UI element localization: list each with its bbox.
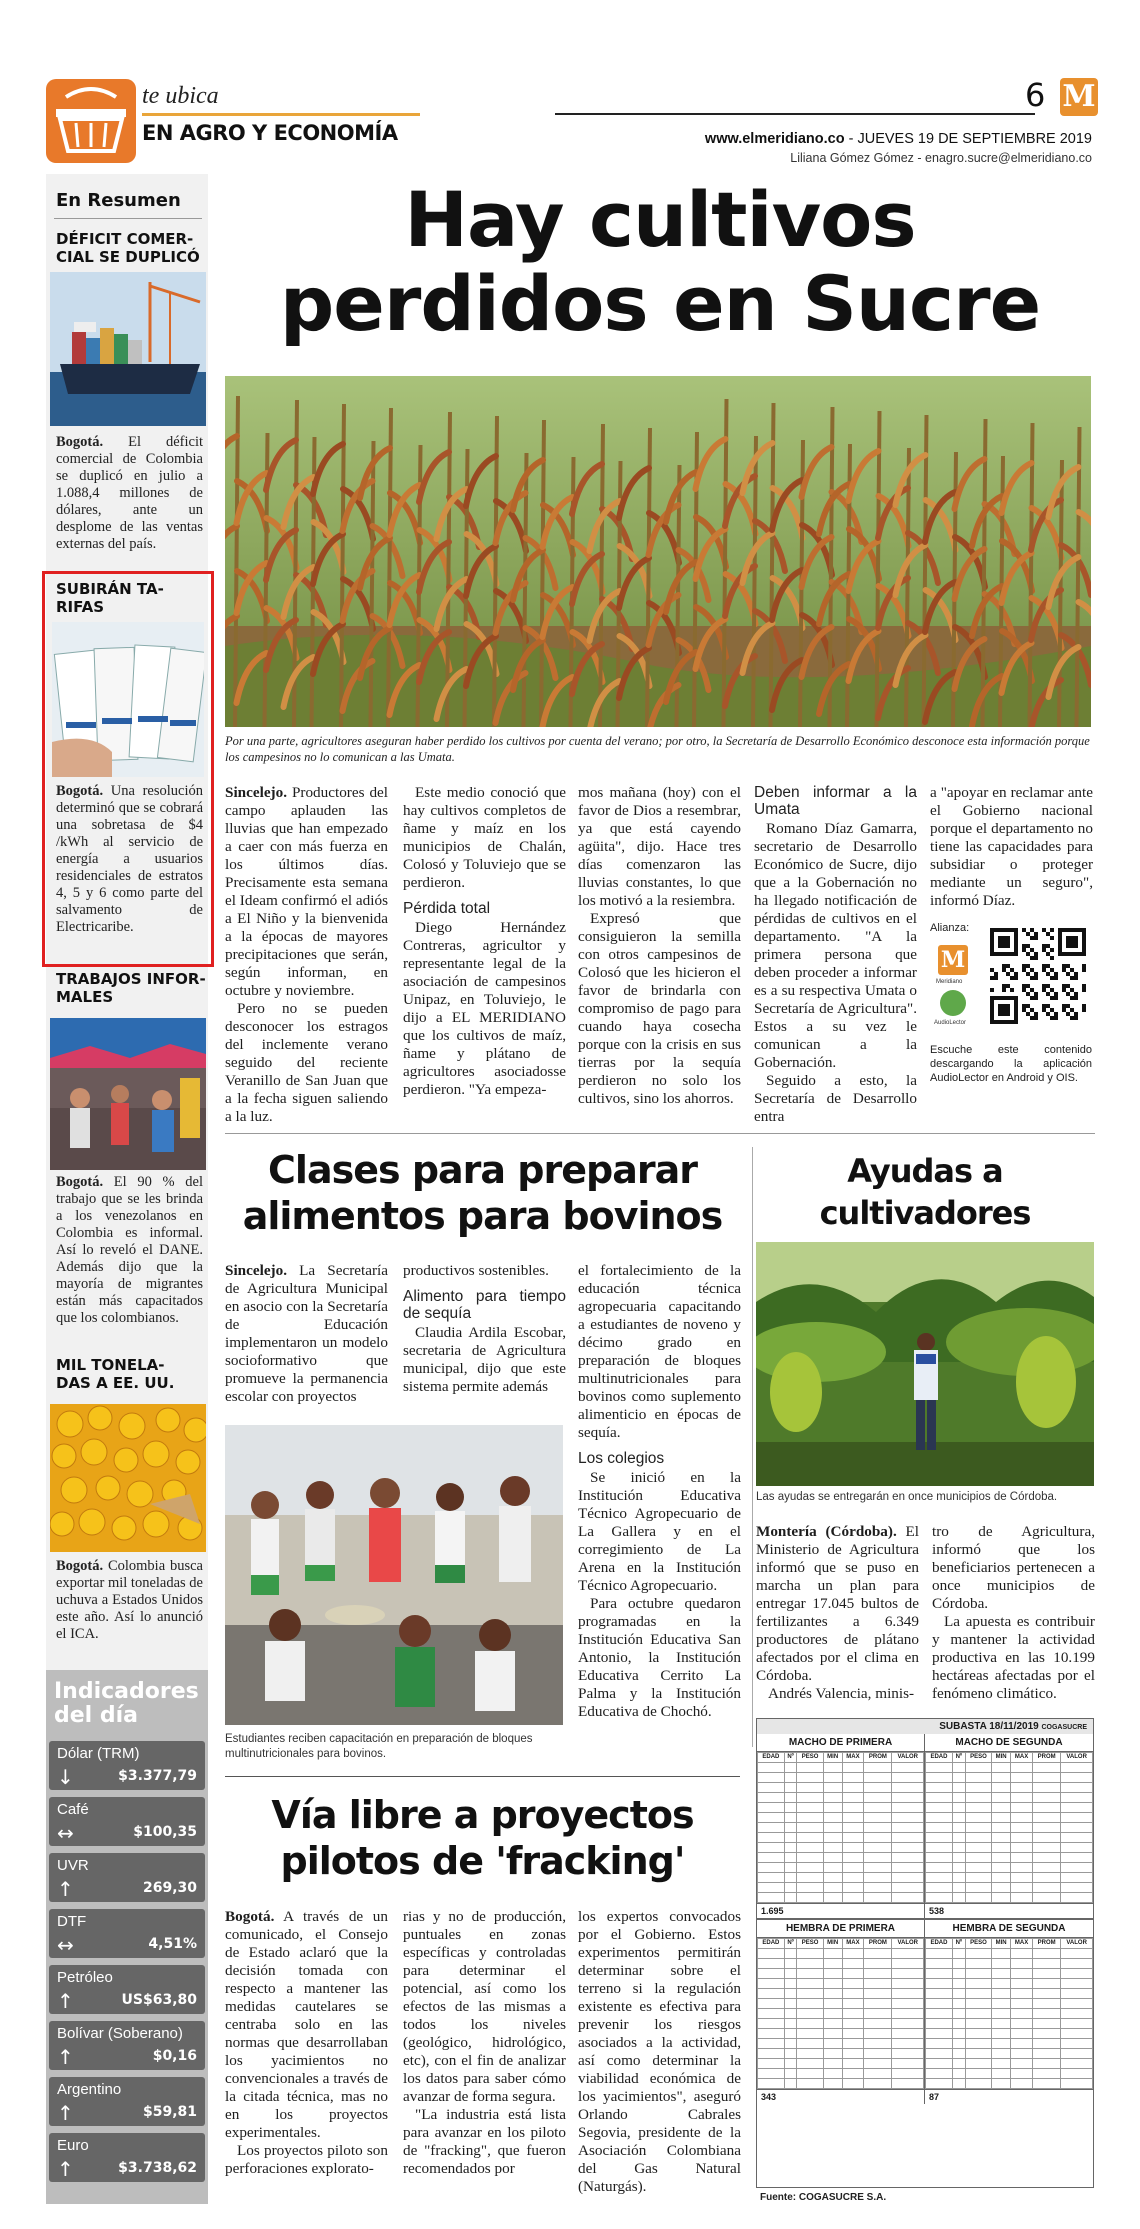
indicator-row xyxy=(49,1965,205,2014)
table-row xyxy=(926,1783,1093,1793)
table-title: HEMBRA DE PRIMERA xyxy=(757,1920,924,1938)
section-big-label: EN AGRO Y ECONOMÍA xyxy=(142,121,398,145)
article-column: los expertos convocados por el Gobierno. Estos experimentos permitirán determinar sobre el terreno si la regulación existente es efectiva para prevenir los riesgos asociados a la actividad, así como determinar la viabilidad económica de los yacimientos", aseguró Orlando Cabrales Segovia, presidente de la Asociación Colombiana del Gas Natural (Naturgás). xyxy=(578,1908,741,2195)
table-row xyxy=(926,2069,1093,2079)
table-total: 538 xyxy=(925,1903,1093,1918)
indicator-value: US$63,80 xyxy=(121,1992,197,2008)
table-row xyxy=(758,1833,924,1843)
meridiano-small-label: Meridiano xyxy=(936,979,963,985)
trend-flat-icon: ↔ xyxy=(57,1821,74,1845)
table-row xyxy=(758,1893,924,1903)
table-row xyxy=(758,1783,924,1793)
author-name: Liliana Gómez Gómez xyxy=(790,151,914,165)
trend-up-icon: ↑ xyxy=(57,1989,74,2013)
indicator-name: Euro xyxy=(57,2137,89,2154)
article-column: Sincelejo. Productores del campo aplauden las lluvias que han empezado a caer con más fuerza en los últimos días. Precisamente esta semana el Ideam confirmó el adiós a El Niño y la bienvenida a la épocas de mayores precipitaciones que serán, según informan, en octubre y noviembre. Pero no se pueden desconocer los estragos del inclemente verano seguido del reciente Veranillo de San Juan que a la fecha siguen saliendo a la luz. xyxy=(225,784,388,1125)
sidebar-title-rule xyxy=(54,218,202,219)
table-row xyxy=(926,1863,1093,1873)
indicator-value: $3.377,79 xyxy=(118,1768,197,1784)
table-row xyxy=(758,2069,924,2079)
cargo-ship-photo xyxy=(50,272,206,426)
auction-table: EDAD Nº PESO MIN MAX PROM VALOR xyxy=(757,1938,924,2089)
table-row xyxy=(926,1893,1093,1903)
trend-up-icon: ↑ xyxy=(57,2045,74,2069)
table-row xyxy=(758,1883,924,1893)
table-row xyxy=(926,1823,1093,1833)
table-title: MACHO DE PRIMERA xyxy=(757,1734,924,1752)
indicator-value: $59,81 xyxy=(142,2104,197,2120)
subasta-box xyxy=(756,1718,1094,2188)
market-workers-photo xyxy=(50,1018,206,1170)
meridiano-logo: M xyxy=(938,945,968,975)
newspaper-logo: M xyxy=(1060,78,1098,116)
trend-flat-icon: ↔ xyxy=(57,1933,74,1957)
page-number: 6 xyxy=(1025,76,1046,114)
sidebar-item-headline: DÉFICIT COMER- CIAL SE DUPLICÓ xyxy=(56,230,200,266)
table-row xyxy=(758,1813,924,1823)
table-row xyxy=(758,1773,924,1783)
table-row xyxy=(926,2029,1093,2039)
dried-corn-field-photo xyxy=(225,376,1091,727)
indicator-row xyxy=(49,1853,205,1902)
indicator-row xyxy=(49,1909,205,1958)
sidebar-item-text: Bogotá. El déficit comercial de Colombia se duplicó en julio a 1.088,4 millones de dólares, ante un desplome de las ventas externas del país. xyxy=(56,434,204,552)
photo-caption: Las ayudas se entregarán en once municipios de Córdoba. xyxy=(756,1491,1058,1503)
indicators-title: Indicadores del día xyxy=(54,1679,199,1728)
section-divider xyxy=(142,113,420,116)
table-row xyxy=(926,1813,1093,1823)
article-column: a "apoyar en reclamar ante el Gobierno nacional porque el departamento no tiene las capacidades para subsidiar o proteger mediante un seguro", informó Díaz. xyxy=(930,784,1093,909)
subasta-header: SUBASTA 18/11/2019 COGASUCRE xyxy=(757,1719,1093,1734)
table-row xyxy=(926,2009,1093,2019)
table-row xyxy=(758,2029,924,2039)
site-url[interactable]: www.elmeridiano.co xyxy=(704,131,845,147)
qr-code[interactable] xyxy=(990,928,1086,1024)
table-row xyxy=(926,1949,1093,1959)
table-row xyxy=(926,1833,1093,1843)
table-row xyxy=(926,2039,1093,2049)
indicator-name: Dólar (TRM) xyxy=(57,1745,140,1762)
article-column: Montería (Córdoba). El Ministerio de Agricultura informó que se puso en marcha un plan para entregar 17.045 bultos de fertilizantes a 6.349 productores de plátano afectados por el clima en Córdoba. Andrés Valencia, minis- xyxy=(756,1523,919,1702)
table-row xyxy=(926,1763,1093,1773)
author-email[interactable]: enagro.sucre@elmeridiano.co xyxy=(925,151,1092,165)
indicator-name: Bolívar (Soberano) xyxy=(57,2025,183,2042)
article-column: Bogotá. A través de un comunicado, el Consejo de Estado aclaró que la decisión tomada con respecto a mantener las medidas cautelares se centraba solo en las normas que desarrollaban los yacimientos no convencionales a través de la citada técnica, mas no en los proyectos experimentales. Los proyectos piloto son perforaciones explorato- xyxy=(225,1908,388,2177)
header-rule xyxy=(555,113,1035,115)
indicator-value: $3.738,62 xyxy=(118,2160,197,2176)
table-row xyxy=(758,1949,924,1959)
auction-table: EDAD Nº PESO MIN MAX PROM VALOR xyxy=(925,1752,1093,1903)
indicator-row xyxy=(49,2133,205,2182)
uchuva-fruit-photo xyxy=(50,1404,206,1552)
table-row xyxy=(926,2079,1093,2089)
indicator-name: Café xyxy=(57,1801,89,1818)
indicator-value: $0,16 xyxy=(152,2048,197,2064)
indicator-name: DTF xyxy=(57,1913,87,1930)
table-row xyxy=(758,1959,924,1969)
indicator-value: 269,30 xyxy=(142,1880,197,1896)
table-total: 87 xyxy=(925,2089,1093,2104)
table-row xyxy=(758,1989,924,1999)
table-title: HEMBRA DE SEGUNDA xyxy=(925,1920,1093,1938)
indicator-value: 4,51% xyxy=(148,1936,197,1952)
table-row xyxy=(758,1873,924,1883)
table-row xyxy=(758,2009,924,2019)
table-row xyxy=(758,1763,924,1773)
table-total: 343 xyxy=(757,2089,924,2104)
trend-up-icon: ↑ xyxy=(57,1877,74,1901)
article-headline: Clases para preparar alimentos para bovinos xyxy=(242,1148,723,1238)
sidebar-item-text: Bogotá. Una resolución determinó que se cobrará una sobretasa de $4 /kWh al servicio de energía a usuarios residenciales de estratos 4, 5 y 6 como parte del salvamento de Electricaribe. xyxy=(56,783,203,935)
table-title: MACHO DE SEGUNDA xyxy=(925,1734,1093,1752)
table-row xyxy=(926,1853,1093,1863)
table-row xyxy=(758,1823,924,1833)
header-site-date: www.elmeridiano.co - JUEVES 19 DE SEPTIEMBRE 2019 xyxy=(704,131,1092,147)
sidebar-title: En Resumen xyxy=(56,190,181,211)
photo-caption: Estudiantes reciben capacitación en preparación de bloques multinutricionales para bovinos. xyxy=(225,1733,533,1760)
trend-up-icon: ↑ xyxy=(57,2157,74,2181)
article-column: mos mañana (hoy) con el favor de Dios a resembrar, ya que está cayendo agüita", dijo. Hace tres días comenzaron las lluvias constantes, lo que los motivó a la resiembra. Expresó que consiguieron la semilla con otros campesinos de Colosó que les hicieron el favor de brindarla con compromiso de pago para cuando haya cosecha porque con la crisis en sus tierras por la sequía perdieron no solo los cultivos, sino los ahorros. xyxy=(578,784,741,1107)
auction-table: EDAD Nº PESO MIN MAX PROM VALOR xyxy=(925,1938,1093,2089)
table-row xyxy=(758,1803,924,1813)
article-column: Deben informar a la Umata Romano Díaz Gamarra, secretario de Desarrollo Económico de Sucre, dijo que a la Gobernación no ha llegado notificación de pérdidas de cultivos en el departamento. "A la primera persona que deben proceder a informar es a su respectiva Umata o Secretaría de Agricultura". Estos a su vez le comunican a la Gobernación. Seguido a esto, la Secretaría de Desarrollo entra xyxy=(754,784,917,1125)
sidebar-item-headline: TRABAJOS INFOR- MALES xyxy=(56,970,206,1006)
article-column: Este medio conoció que hay cultivos completos de ñame y maíz en los municipios de Chalán, Colosó y Toluviejo que se perdieron. Pérdida total Diego Hernández Contreras, agricultor y representante legal de la asociación de campesinos Unipaz, en Toluviejo, le dijo a EL MERIDIANO que los cultivos de maíz, ñame y plátano de agricultores asociadosse perdieron. "Ya empeza- xyxy=(403,784,566,1098)
alianza-label: Alianza: xyxy=(930,922,970,934)
table-row xyxy=(758,1999,924,2009)
banana-plantation-photo xyxy=(756,1242,1094,1486)
section-logo xyxy=(46,79,136,163)
table-row xyxy=(758,1979,924,1989)
table-row xyxy=(926,1883,1093,1893)
trend-down-icon: ↓ xyxy=(57,1765,74,1789)
indicator-row xyxy=(49,2021,205,2070)
indicator-row xyxy=(49,1797,205,1846)
column-rule xyxy=(752,1147,753,1747)
table-row xyxy=(758,1853,924,1863)
table-row xyxy=(758,2059,924,2069)
photo-caption: Por una parte, agricultores aseguran haber perdido los cultivos por cuenta del verano; por otro, la Secretaría de Desarrollo Económico desconoce esta información porque los campesinos no lo comunican a las Umata. xyxy=(225,734,1090,764)
article-headline: Vía libre a proyectos pilotos de 'fracking' xyxy=(271,1793,694,1883)
students-training-photo xyxy=(225,1425,563,1725)
sidebar-item-headline: SUBIRÁN TA- RIFAS xyxy=(56,580,164,616)
article-column: tro de Agricultura, informó que los beneficiarios pertenecen a once municipios de Córdoba. La apuesta es contribuir y mantener la actividad productiva en las 10.199 hectáreas afectadas por el fenómeno climático. xyxy=(932,1523,1095,1702)
article-column: rias y no de producción, puntuales en zonas específicas y controladas para determinar el potencial, así como los efectos de las mismas a todos los niveles (geológico, hidrológico, etc), con el fin de analizar los datos para saber cómo avanzar de forma segura. "La industria está lista para avanzar en los piloto de "fracking", que fueron recomendados por xyxy=(403,1908,566,2177)
header-byline: Liliana Gómez Gómez - enagro.sucre@elmeridiano.co xyxy=(790,151,1092,165)
section-small-label: te ubica xyxy=(142,83,219,109)
table-row xyxy=(758,2039,924,2049)
table-row xyxy=(926,1803,1093,1813)
table-row xyxy=(926,1793,1093,1803)
table-row xyxy=(926,1979,1093,1989)
sidebar-item-text: Bogotá. Colombia busca exportar mil toneladas de uchuva a Estados Unidos este año. Así lo anunció el ICA. xyxy=(56,1558,203,1642)
table-row xyxy=(758,1793,924,1803)
article-headline: Ayudas a cultivadores xyxy=(819,1152,1031,1232)
table-source: Fuente: COGASUCRE S.A. xyxy=(760,2192,887,2203)
table-total: 1.695 xyxy=(757,1903,924,1918)
audio-note: Escuche este contenido descargando la aplicación AudioLector en Android y OIS. xyxy=(930,1044,1092,1084)
table-row xyxy=(758,2049,924,2059)
section-separator xyxy=(225,1133,1095,1134)
table-row xyxy=(926,1873,1093,1883)
article-headline: Hay cultivos perdidos en Sucre xyxy=(279,175,1041,348)
indicator-row xyxy=(49,2077,205,2126)
article-column: el fortalecimiento de la educación técnica agropecuaria capacitando a estudiantes de noveno y décimo grado en preparación de bloques multinutricionales para bovinos como suplemento alimenticio en épocas de sequía. Los colegios Se inició en la Institución Educativa Técnico Agropecuario de La Gallera y en el corregimiento de La Arena en la Institución Técnico Agropecuario. Para octubre quedaron programadas en la Institución Educativa San Antonio, la Institución Educativa Cerrito La Palma y la Institución Educativa de Chochó. xyxy=(578,1262,741,1720)
indicator-value: $100,35 xyxy=(133,1824,197,1840)
indicator-row xyxy=(49,1741,205,1790)
audiolector-logo xyxy=(940,990,966,1016)
table-row xyxy=(758,2079,924,2089)
auction-table: EDAD Nº PESO MIN MAX PROM VALOR xyxy=(757,1752,924,1903)
audiolector-small-label: AudioLector xyxy=(934,1020,967,1026)
table-row xyxy=(926,1989,1093,1999)
basket-icon xyxy=(46,79,136,163)
table-row xyxy=(926,2049,1093,2059)
table-row xyxy=(758,1843,924,1853)
article-column: productivos sostenibles. Alimento para tiempo de sequía Claudia Ardila Escobar, secretaria de Agricultura municipal, dijo que este sistema permite además xyxy=(403,1262,566,1395)
table-row xyxy=(926,2059,1093,2069)
indicator-name: Argentino xyxy=(57,2081,122,2098)
energy-bills-photo xyxy=(52,622,204,777)
trend-up-icon: ↑ xyxy=(57,2101,74,2125)
article-column: Sincelejo. La Secretaría de Agricultura Municipal en asocio con la Secretaría de Educación implementaron un modelo socioformativo que promueve la permanencia escolar con proyectos xyxy=(225,1262,388,1405)
table-row xyxy=(926,2019,1093,2029)
table-row xyxy=(758,1863,924,1873)
sidebar-item-headline: MIL TONELA- DAS A EE. UU. xyxy=(56,1356,175,1392)
table-row xyxy=(926,1959,1093,1969)
issue-date: JUEVES 19 DE SEPTIEMBRE 2019 xyxy=(857,131,1092,147)
table-row xyxy=(758,2019,924,2029)
table-row xyxy=(926,1773,1093,1783)
table-row xyxy=(926,1843,1093,1853)
table-row xyxy=(926,1969,1093,1979)
sidebar-item-text: Bogotá. El 90 % del trabajo que se les brinda a los venezolanos en Colombia es informal. Así lo reveló el DANE. Además dijo que la mayoría de migrantes están más capacitados que los colombianos. xyxy=(56,1174,203,1326)
indicator-name: UVR xyxy=(57,1857,89,1874)
section-separator xyxy=(225,1776,740,1777)
table-row xyxy=(926,1999,1093,2009)
indicator-name: Petróleo xyxy=(57,1969,113,1986)
table-row xyxy=(758,1969,924,1979)
